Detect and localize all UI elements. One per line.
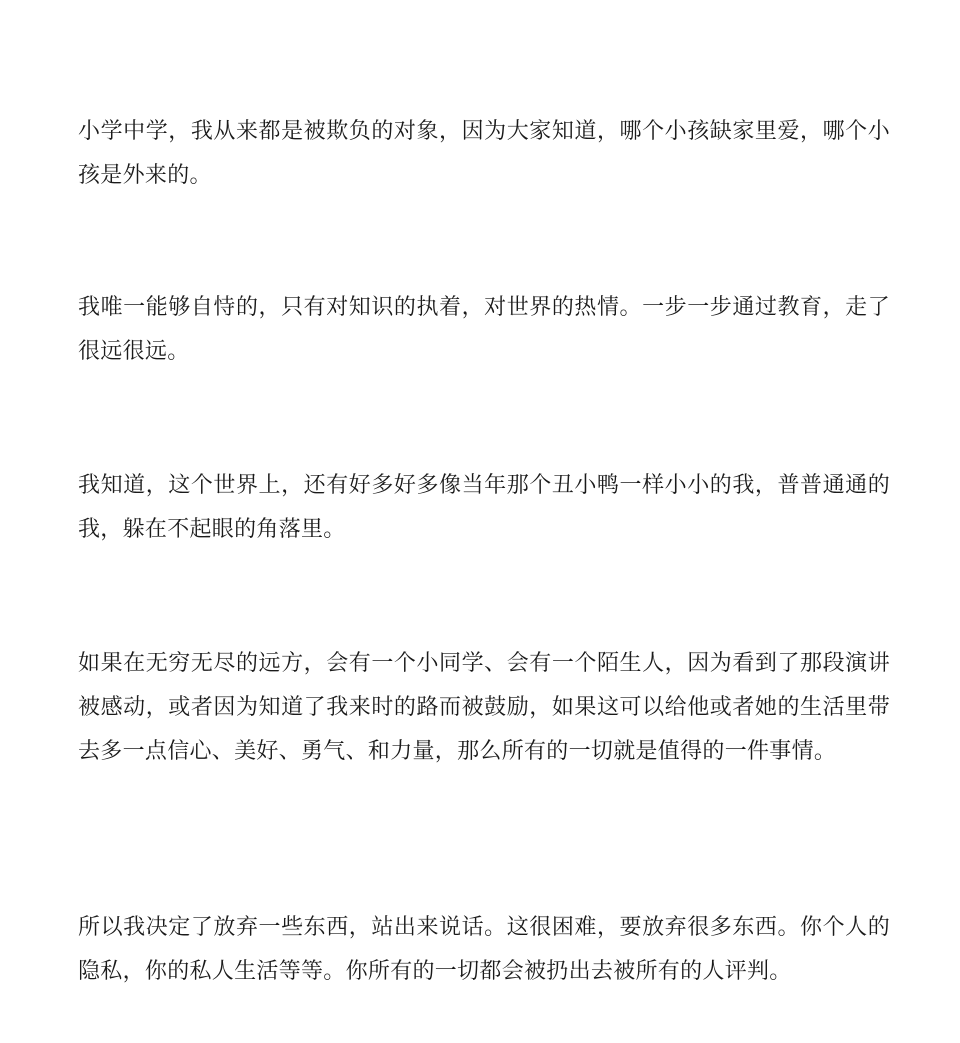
paragraph-2: 我唯一能够自恃的，只有对知识的执着，对世界的热情。一步一步通过教育，走了很远很远。 bbox=[78, 295, 890, 364]
paragraph-4: 如果在无穷无尽的远方，会有一个小同学、会有一个陌生人，因为看到了那段演讲被感动，或者因为知道了我来时的路而被鼓励，如果这可以给他或者她的生活里带去多一点信心、美好、勇气、和力量，那么所有的一切就是值得的一件事情。 bbox=[78, 651, 890, 764]
paragraph-5: 所以我决定了放弃一些东西，站出来说话。这很困难，要放弃很多东西。你个人的隐私，你的私人生活等等。你所有的一切都会被扔出去被所有的人评判。 bbox=[78, 915, 890, 984]
paragraph-1: 小学中学，我从来都是被欺负的对象，因为大家知道，哪个小孩缺家里爱，哪个小孩是外来的。 bbox=[78, 119, 890, 188]
paragraph-3: 我知道，这个世界上，还有好多好多像当年那个丑小鸭一样小小的我，普普通通的我，躲在不起眼的角落里。 bbox=[78, 473, 890, 542]
